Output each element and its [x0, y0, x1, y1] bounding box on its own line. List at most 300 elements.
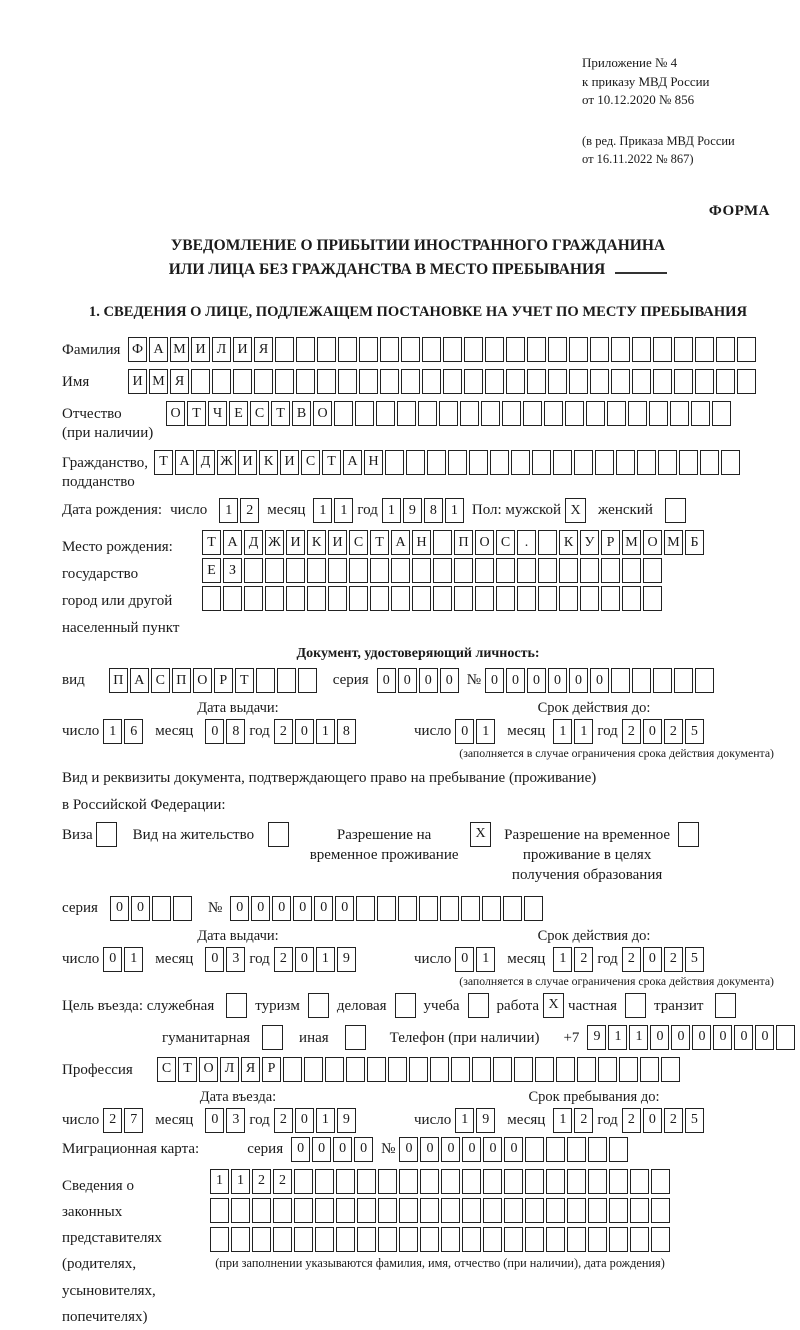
- char-cell[interactable]: [569, 337, 588, 362]
- char-cell[interactable]: [433, 586, 452, 611]
- char-cell[interactable]: [586, 401, 605, 426]
- char-cell[interactable]: [588, 1137, 607, 1162]
- char-cell[interactable]: [567, 1169, 586, 1194]
- char-cell[interactable]: [482, 896, 501, 921]
- char-cell[interactable]: 8: [337, 719, 356, 744]
- char-cell[interactable]: [538, 530, 557, 555]
- char-cell[interactable]: [317, 369, 336, 394]
- char-cell[interactable]: [532, 450, 551, 475]
- char-cell[interactable]: [252, 1198, 271, 1223]
- char-cell[interactable]: К: [559, 530, 578, 555]
- char-cell[interactable]: Л: [212, 337, 231, 362]
- char-cell[interactable]: [210, 1198, 229, 1223]
- char-cell[interactable]: П: [454, 530, 473, 555]
- char-cell[interactable]: [475, 586, 494, 611]
- char-cell[interactable]: [651, 1198, 670, 1223]
- char-cell[interactable]: 0: [295, 1108, 314, 1133]
- char-cell[interactable]: И: [328, 530, 347, 555]
- char-cell[interactable]: 2: [252, 1169, 271, 1194]
- char-cell[interactable]: [378, 1169, 397, 1194]
- char-cell[interactable]: [223, 586, 242, 611]
- char-cell[interactable]: [212, 369, 231, 394]
- char-cell[interactable]: [399, 1227, 418, 1252]
- char-cell[interactable]: 0: [755, 1025, 774, 1050]
- char-cell[interactable]: [460, 401, 479, 426]
- char-cell[interactable]: 1: [476, 947, 495, 972]
- char-cell[interactable]: Я: [241, 1057, 260, 1082]
- char-cell[interactable]: [546, 1227, 565, 1252]
- char-cell[interactable]: Т: [202, 530, 221, 555]
- char-cell[interactable]: [548, 369, 567, 394]
- char-cell[interactable]: [420, 1169, 439, 1194]
- char-cell[interactable]: О: [199, 1057, 218, 1082]
- char-cell[interactable]: 1: [316, 719, 335, 744]
- char-cell[interactable]: [464, 369, 483, 394]
- char-cell[interactable]: К: [307, 530, 326, 555]
- char-cell[interactable]: [440, 896, 459, 921]
- char-cell[interactable]: [315, 1227, 334, 1252]
- char-cell[interactable]: С: [151, 668, 170, 693]
- char-cell[interactable]: [574, 450, 593, 475]
- char-cell[interactable]: О: [193, 668, 212, 693]
- char-cell[interactable]: [716, 369, 735, 394]
- char-cell[interactable]: [514, 1057, 533, 1082]
- char-cell[interactable]: [412, 558, 431, 583]
- char-cell[interactable]: Т: [235, 668, 254, 693]
- char-cell[interactable]: [252, 1227, 271, 1252]
- char-cell[interactable]: [628, 401, 647, 426]
- char-cell[interactable]: [298, 668, 317, 693]
- char-cell[interactable]: 0: [205, 719, 224, 744]
- char-cell[interactable]: С: [250, 401, 269, 426]
- char-cell[interactable]: 6: [124, 719, 143, 744]
- char-cell[interactable]: 0: [205, 1108, 224, 1133]
- char-cell[interactable]: 2: [622, 947, 641, 972]
- char-cell[interactable]: 2: [274, 719, 293, 744]
- char-cell[interactable]: 0: [504, 1137, 523, 1162]
- char-cell[interactable]: Т: [322, 450, 341, 475]
- char-cell[interactable]: [380, 337, 399, 362]
- char-cell[interactable]: [658, 450, 677, 475]
- char-cell[interactable]: [559, 558, 578, 583]
- char-cell[interactable]: [548, 337, 567, 362]
- char-cell[interactable]: [359, 369, 378, 394]
- char-cell[interactable]: [577, 1057, 596, 1082]
- char-cell[interactable]: [231, 1227, 250, 1252]
- char-cell[interactable]: [294, 1198, 313, 1223]
- char-cell[interactable]: [356, 896, 375, 921]
- char-cell[interactable]: 1: [608, 1025, 627, 1050]
- char-cell[interactable]: 1: [103, 719, 122, 744]
- char-cell[interactable]: Ч: [208, 401, 227, 426]
- char-cell[interactable]: [399, 1169, 418, 1194]
- char-cell[interactable]: 1: [455, 1108, 474, 1133]
- char-cell[interactable]: М: [664, 530, 683, 555]
- char-cell[interactable]: [538, 586, 557, 611]
- char-cell[interactable]: [590, 369, 609, 394]
- char-cell[interactable]: [695, 337, 714, 362]
- char-cell[interactable]: [202, 586, 221, 611]
- char-cell[interactable]: 1: [445, 498, 464, 523]
- char-cell[interactable]: 0: [293, 896, 312, 921]
- char-cell[interactable]: [433, 530, 452, 555]
- char-cell[interactable]: 0: [527, 668, 546, 693]
- char-cell[interactable]: [336, 1227, 355, 1252]
- char-cell[interactable]: Т: [178, 1057, 197, 1082]
- purpose-work-checkbox[interactable]: X: [543, 993, 564, 1018]
- char-cell[interactable]: [385, 450, 404, 475]
- char-cell[interactable]: 0: [671, 1025, 690, 1050]
- char-cell[interactable]: [376, 401, 395, 426]
- char-cell[interactable]: [370, 558, 389, 583]
- char-cell[interactable]: [388, 1057, 407, 1082]
- char-cell[interactable]: [422, 369, 441, 394]
- char-cell[interactable]: [598, 1057, 617, 1082]
- char-cell[interactable]: [275, 369, 294, 394]
- char-cell[interactable]: [506, 337, 525, 362]
- char-cell[interactable]: [679, 450, 698, 475]
- char-cell[interactable]: О: [166, 401, 185, 426]
- char-cell[interactable]: 1: [476, 719, 495, 744]
- char-cell[interactable]: [485, 337, 504, 362]
- char-cell[interactable]: [401, 369, 420, 394]
- char-cell[interactable]: С: [496, 530, 515, 555]
- char-cell[interactable]: Я: [170, 369, 189, 394]
- char-cell[interactable]: 1: [553, 719, 572, 744]
- char-cell[interactable]: [286, 586, 305, 611]
- char-cell[interactable]: [191, 369, 210, 394]
- char-cell[interactable]: М: [170, 337, 189, 362]
- char-cell[interactable]: [349, 558, 368, 583]
- char-cell[interactable]: [546, 1137, 565, 1162]
- char-cell[interactable]: [485, 369, 504, 394]
- char-cell[interactable]: 1: [574, 719, 593, 744]
- char-cell[interactable]: [273, 1198, 292, 1223]
- char-cell[interactable]: [637, 450, 656, 475]
- char-cell[interactable]: 9: [337, 1108, 356, 1133]
- char-cell[interactable]: [695, 369, 714, 394]
- char-cell[interactable]: 0: [272, 896, 291, 921]
- char-cell[interactable]: П: [172, 668, 191, 693]
- char-cell[interactable]: [504, 1227, 523, 1252]
- char-cell[interactable]: 2: [622, 719, 641, 744]
- char-cell[interactable]: [296, 337, 315, 362]
- char-cell[interactable]: [525, 1137, 544, 1162]
- char-cell[interactable]: [721, 450, 740, 475]
- char-cell[interactable]: [472, 1057, 491, 1082]
- char-cell[interactable]: [377, 896, 396, 921]
- char-cell[interactable]: 0: [131, 896, 150, 921]
- char-cell[interactable]: 0: [230, 896, 249, 921]
- char-cell[interactable]: [391, 586, 410, 611]
- char-cell[interactable]: [346, 1057, 365, 1082]
- char-cell[interactable]: [527, 337, 546, 362]
- char-cell[interactable]: 0: [485, 668, 504, 693]
- char-cell[interactable]: 8: [226, 719, 245, 744]
- char-cell[interactable]: [418, 401, 437, 426]
- char-cell[interactable]: 5: [685, 719, 704, 744]
- char-cell[interactable]: И: [233, 337, 252, 362]
- char-cell[interactable]: [397, 401, 416, 426]
- char-cell[interactable]: [496, 586, 515, 611]
- char-cell[interactable]: [556, 1057, 575, 1082]
- char-cell[interactable]: 8: [424, 498, 443, 523]
- char-cell[interactable]: [173, 896, 192, 921]
- char-cell[interactable]: [653, 668, 672, 693]
- char-cell[interactable]: 0: [713, 1025, 732, 1050]
- char-cell[interactable]: [588, 1227, 607, 1252]
- char-cell[interactable]: [441, 1227, 460, 1252]
- char-cell[interactable]: [462, 1227, 481, 1252]
- char-cell[interactable]: 0: [692, 1025, 711, 1050]
- char-cell[interactable]: [524, 896, 543, 921]
- char-cell[interactable]: Д: [196, 450, 215, 475]
- char-cell[interactable]: [420, 1198, 439, 1223]
- char-cell[interactable]: 0: [295, 719, 314, 744]
- char-cell[interactable]: 1: [316, 947, 335, 972]
- char-cell[interactable]: 1: [553, 947, 572, 972]
- char-cell[interactable]: В: [292, 401, 311, 426]
- char-cell[interactable]: [277, 668, 296, 693]
- char-cell[interactable]: [503, 896, 522, 921]
- char-cell[interactable]: [611, 337, 630, 362]
- char-cell[interactable]: [737, 369, 756, 394]
- char-cell[interactable]: 0: [420, 1137, 439, 1162]
- char-cell[interactable]: [275, 337, 294, 362]
- char-cell[interactable]: [632, 337, 651, 362]
- char-cell[interactable]: [317, 337, 336, 362]
- char-cell[interactable]: 1: [553, 1108, 572, 1133]
- char-cell[interactable]: И: [191, 337, 210, 362]
- char-cell[interactable]: [653, 369, 672, 394]
- char-cell[interactable]: [632, 369, 651, 394]
- char-cell[interactable]: [412, 586, 431, 611]
- char-cell[interactable]: 0: [734, 1025, 753, 1050]
- char-cell[interactable]: [580, 586, 599, 611]
- char-cell[interactable]: [325, 1057, 344, 1082]
- char-cell[interactable]: [588, 1169, 607, 1194]
- purpose-other-checkbox[interactable]: [345, 1025, 366, 1050]
- char-cell[interactable]: [233, 369, 252, 394]
- char-cell[interactable]: [544, 401, 563, 426]
- char-cell[interactable]: [525, 1227, 544, 1252]
- char-cell[interactable]: [231, 1198, 250, 1223]
- char-cell[interactable]: [451, 1057, 470, 1082]
- char-cell[interactable]: [419, 896, 438, 921]
- char-cell[interactable]: [651, 1169, 670, 1194]
- char-cell[interactable]: 2: [274, 947, 293, 972]
- char-cell[interactable]: [152, 896, 171, 921]
- char-cell[interactable]: [398, 896, 417, 921]
- char-cell[interactable]: [254, 369, 273, 394]
- char-cell[interactable]: 9: [476, 1108, 495, 1133]
- char-cell[interactable]: [609, 1198, 628, 1223]
- char-cell[interactable]: [523, 401, 542, 426]
- char-cell[interactable]: Т: [271, 401, 290, 426]
- char-cell[interactable]: М: [622, 530, 641, 555]
- char-cell[interactable]: 9: [587, 1025, 606, 1050]
- char-cell[interactable]: [378, 1227, 397, 1252]
- char-cell[interactable]: 0: [354, 1137, 373, 1162]
- char-cell[interactable]: [546, 1198, 565, 1223]
- char-cell[interactable]: [286, 558, 305, 583]
- char-cell[interactable]: Б: [685, 530, 704, 555]
- char-cell[interactable]: [632, 668, 651, 693]
- char-cell[interactable]: [619, 1057, 638, 1082]
- char-cell[interactable]: 2: [664, 1108, 683, 1133]
- char-cell[interactable]: 0: [441, 1137, 460, 1162]
- char-cell[interactable]: [462, 1169, 481, 1194]
- char-cell[interactable]: [737, 337, 756, 362]
- char-cell[interactable]: [357, 1198, 376, 1223]
- char-cell[interactable]: Л: [220, 1057, 239, 1082]
- char-cell[interactable]: [483, 1169, 502, 1194]
- char-cell[interactable]: [454, 558, 473, 583]
- char-cell[interactable]: А: [130, 668, 149, 693]
- char-cell[interactable]: [427, 450, 446, 475]
- char-cell[interactable]: [443, 369, 462, 394]
- char-cell[interactable]: М: [149, 369, 168, 394]
- char-cell[interactable]: [616, 450, 635, 475]
- char-cell[interactable]: 2: [240, 498, 259, 523]
- char-cell[interactable]: 1: [313, 498, 332, 523]
- char-cell[interactable]: [401, 337, 420, 362]
- char-cell[interactable]: [315, 1169, 334, 1194]
- char-cell[interactable]: [422, 337, 441, 362]
- char-cell[interactable]: [490, 450, 509, 475]
- char-cell[interactable]: [640, 1057, 659, 1082]
- char-cell[interactable]: Е: [229, 401, 248, 426]
- char-cell[interactable]: 1: [219, 498, 238, 523]
- char-cell[interactable]: [517, 586, 536, 611]
- char-cell[interactable]: [649, 401, 668, 426]
- char-cell[interactable]: [643, 586, 662, 611]
- char-cell[interactable]: 1: [382, 498, 401, 523]
- char-cell[interactable]: [580, 558, 599, 583]
- char-cell[interactable]: [525, 1169, 544, 1194]
- char-cell[interactable]: [338, 369, 357, 394]
- char-cell[interactable]: [622, 586, 641, 611]
- char-cell[interactable]: Ж: [265, 530, 284, 555]
- char-cell[interactable]: [336, 1169, 355, 1194]
- char-cell[interactable]: 7: [124, 1108, 143, 1133]
- char-cell[interactable]: 1: [231, 1169, 250, 1194]
- char-cell[interactable]: [567, 1227, 586, 1252]
- char-cell[interactable]: [475, 558, 494, 583]
- char-cell[interactable]: [256, 668, 275, 693]
- char-cell[interactable]: 2: [664, 947, 683, 972]
- char-cell[interactable]: [283, 1057, 302, 1082]
- char-cell[interactable]: [653, 337, 672, 362]
- char-cell[interactable]: [622, 558, 641, 583]
- char-cell[interactable]: [464, 337, 483, 362]
- char-cell[interactable]: Н: [364, 450, 383, 475]
- char-cell[interactable]: 0: [590, 668, 609, 693]
- char-cell[interactable]: [567, 1198, 586, 1223]
- char-cell[interactable]: [380, 369, 399, 394]
- char-cell[interactable]: Р: [262, 1057, 281, 1082]
- char-cell[interactable]: [391, 558, 410, 583]
- char-cell[interactable]: 3: [226, 947, 245, 972]
- char-cell[interactable]: И: [280, 450, 299, 475]
- char-cell[interactable]: Е: [202, 558, 221, 583]
- char-cell[interactable]: [553, 450, 572, 475]
- char-cell[interactable]: [502, 401, 521, 426]
- char-cell[interactable]: 0: [314, 896, 333, 921]
- char-cell[interactable]: А: [175, 450, 194, 475]
- char-cell[interactable]: 2: [103, 1108, 122, 1133]
- char-cell[interactable]: [357, 1169, 376, 1194]
- char-cell[interactable]: [567, 1137, 586, 1162]
- char-cell[interactable]: С: [301, 450, 320, 475]
- char-cell[interactable]: [661, 1057, 680, 1082]
- char-cell[interactable]: [609, 1227, 628, 1252]
- char-cell[interactable]: [406, 450, 425, 475]
- char-cell[interactable]: [607, 401, 626, 426]
- char-cell[interactable]: [611, 668, 630, 693]
- char-cell[interactable]: [595, 450, 614, 475]
- char-cell[interactable]: [378, 1198, 397, 1223]
- char-cell[interactable]: 0: [251, 896, 270, 921]
- char-cell[interactable]: 9: [403, 498, 422, 523]
- char-cell[interactable]: .: [517, 530, 536, 555]
- char-cell[interactable]: [588, 1198, 607, 1223]
- char-cell[interactable]: 0: [295, 947, 314, 972]
- char-cell[interactable]: [511, 450, 530, 475]
- sex-female-checkbox[interactable]: [665, 498, 686, 523]
- temp-residence-checkbox[interactable]: X: [470, 822, 491, 847]
- char-cell[interactable]: 0: [398, 668, 417, 693]
- temp-residence-edu-checkbox[interactable]: [678, 822, 699, 847]
- char-cell[interactable]: [601, 558, 620, 583]
- char-cell[interactable]: [611, 369, 630, 394]
- char-cell[interactable]: [210, 1227, 229, 1252]
- char-cell[interactable]: 1: [334, 498, 353, 523]
- char-cell[interactable]: З: [223, 558, 242, 583]
- char-cell[interactable]: А: [343, 450, 362, 475]
- char-cell[interactable]: О: [475, 530, 494, 555]
- char-cell[interactable]: 2: [574, 947, 593, 972]
- char-cell[interactable]: [565, 401, 584, 426]
- char-cell[interactable]: Р: [214, 668, 233, 693]
- char-cell[interactable]: [525, 1198, 544, 1223]
- char-cell[interactable]: И: [128, 369, 147, 394]
- char-cell[interactable]: К: [259, 450, 278, 475]
- char-cell[interactable]: [590, 337, 609, 362]
- char-cell[interactable]: 0: [455, 719, 474, 744]
- char-cell[interactable]: [504, 1169, 523, 1194]
- purpose-official-checkbox[interactable]: [226, 993, 247, 1018]
- char-cell[interactable]: [244, 586, 263, 611]
- char-cell[interactable]: [370, 586, 389, 611]
- char-cell[interactable]: [651, 1227, 670, 1252]
- residence-permit-checkbox[interactable]: [268, 822, 289, 847]
- char-cell[interactable]: 9: [337, 947, 356, 972]
- visa-checkbox[interactable]: [96, 822, 117, 847]
- char-cell[interactable]: 0: [205, 947, 224, 972]
- char-cell[interactable]: Ж: [217, 450, 236, 475]
- char-cell[interactable]: 0: [399, 1137, 418, 1162]
- char-cell[interactable]: 2: [274, 1108, 293, 1133]
- char-cell[interactable]: П: [109, 668, 128, 693]
- char-cell[interactable]: И: [238, 450, 257, 475]
- char-cell[interactable]: [357, 1227, 376, 1252]
- char-cell[interactable]: [265, 586, 284, 611]
- purpose-business-checkbox[interactable]: [395, 993, 416, 1018]
- char-cell[interactable]: [496, 558, 515, 583]
- char-cell[interactable]: [315, 1198, 334, 1223]
- char-cell[interactable]: 0: [506, 668, 525, 693]
